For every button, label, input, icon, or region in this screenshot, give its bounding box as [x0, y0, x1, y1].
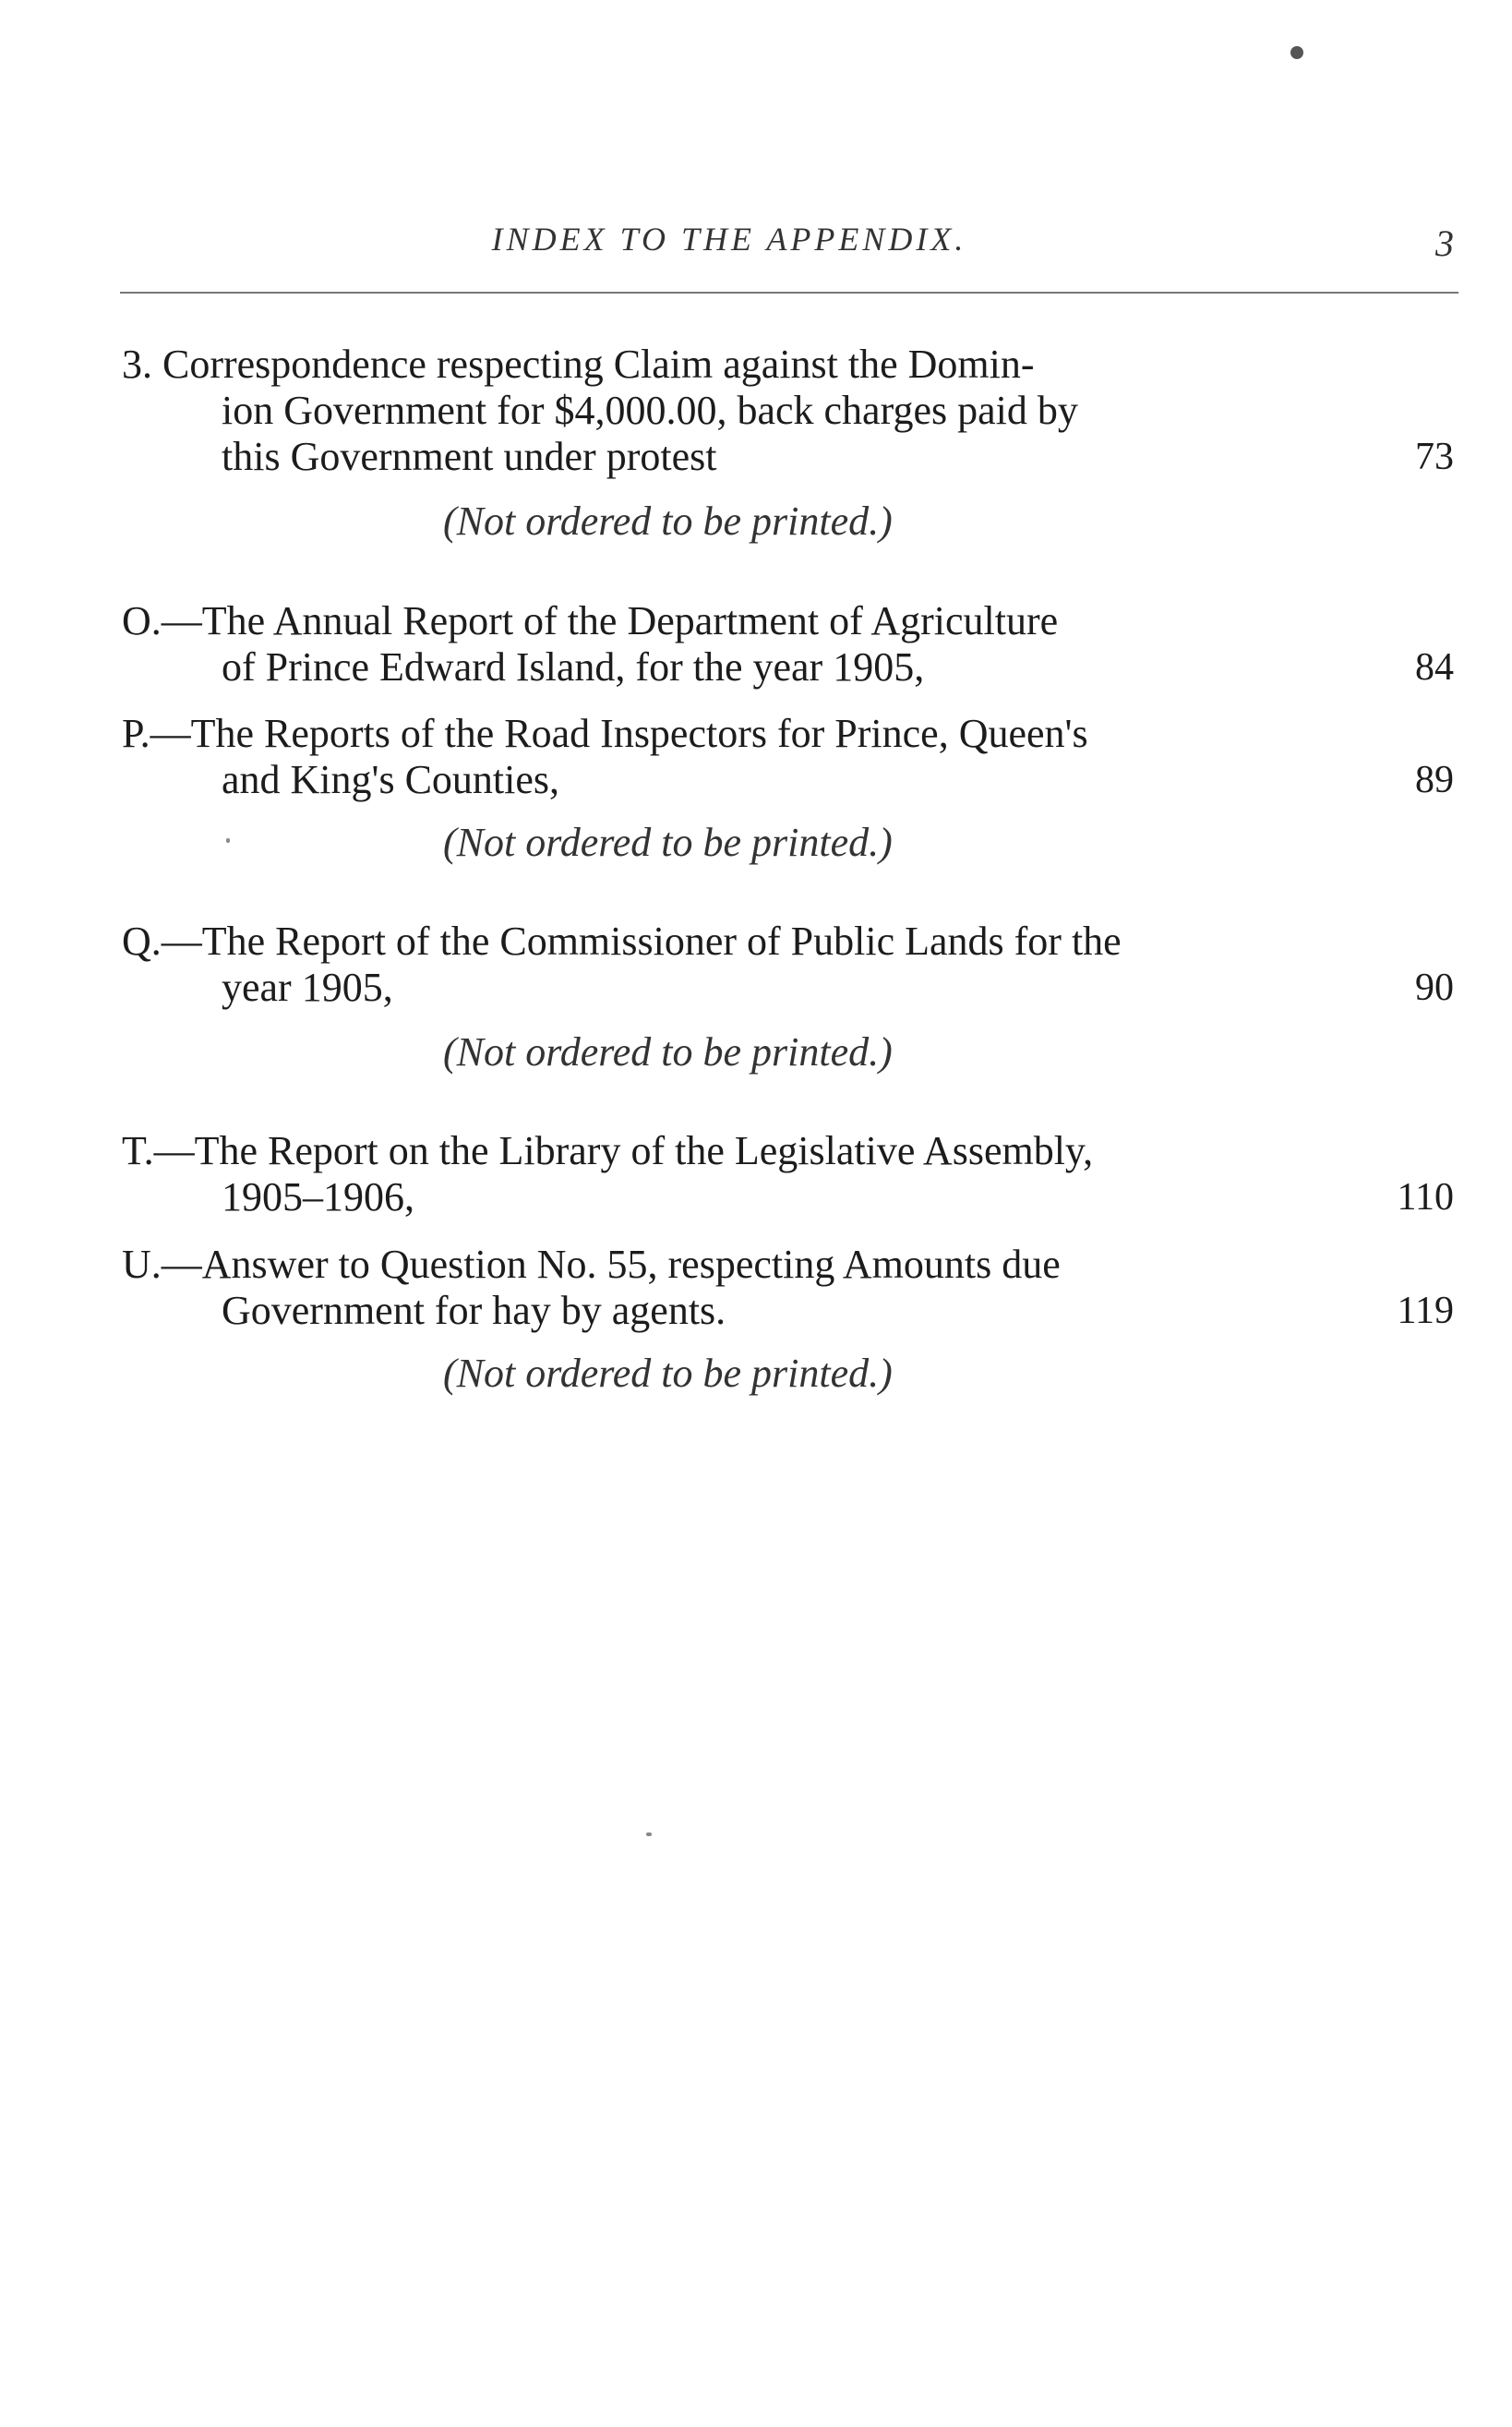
page-reference: 84 [1415, 646, 1454, 689]
page-reference: 110 [1397, 1176, 1454, 1219]
not-printed-note: (Not ordered to be printed.) [443, 1351, 893, 1396]
ink-spot [1290, 46, 1303, 59]
entry-line: of Prince Edward Island, for the year 1905, [222, 644, 925, 690]
page-reference: 89 [1415, 759, 1454, 801]
header-rule [120, 292, 1458, 294]
not-printed-note: (Not ordered to be printed.) [443, 820, 893, 865]
page-reference: 119 [1397, 1290, 1454, 1332]
not-printed-note: (Not ordered to be printed.) [443, 1029, 893, 1075]
not-printed-note: (Not ordered to be printed.) [443, 499, 893, 544]
entry-line: O.—The Annual Report of the Department of Agriculture [122, 598, 1059, 643]
entry-line: ion Government for $4,000.00, back charges paid by [222, 388, 1078, 433]
entry-line: U.—Answer to Question No. 55, respecting Amounts due [122, 1242, 1061, 1287]
entry-line: and King's Counties, [222, 757, 560, 802]
page-reference: 73 [1415, 436, 1454, 478]
entry-line: P.—The Reports of the Road Inspectors for Prince, Queen's [122, 711, 1088, 756]
entry-line: 3. Correspondence respecting Claim against the Domin- [122, 342, 1035, 387]
page-reference: 90 [1415, 967, 1454, 1009]
page-number: 3 [1435, 222, 1454, 264]
entry-line: year 1905, [222, 965, 393, 1010]
paper-speck [646, 1832, 652, 1836]
entry-line: Government for hay by agents. [222, 1288, 726, 1333]
entry-line: 1905–1906, [222, 1174, 414, 1220]
paper-speck [226, 838, 230, 843]
entry-line: this Government under protest [222, 434, 717, 479]
running-title: INDEX TO THE APPENDIX. [491, 221, 967, 258]
page-header [0, 220, 1512, 275]
entry-line: T.—The Report on the Library of the Legislative Assembly, [122, 1128, 1094, 1173]
entry-line: Q.—The Report of the Commissioner of Public Lands for the [122, 919, 1122, 964]
